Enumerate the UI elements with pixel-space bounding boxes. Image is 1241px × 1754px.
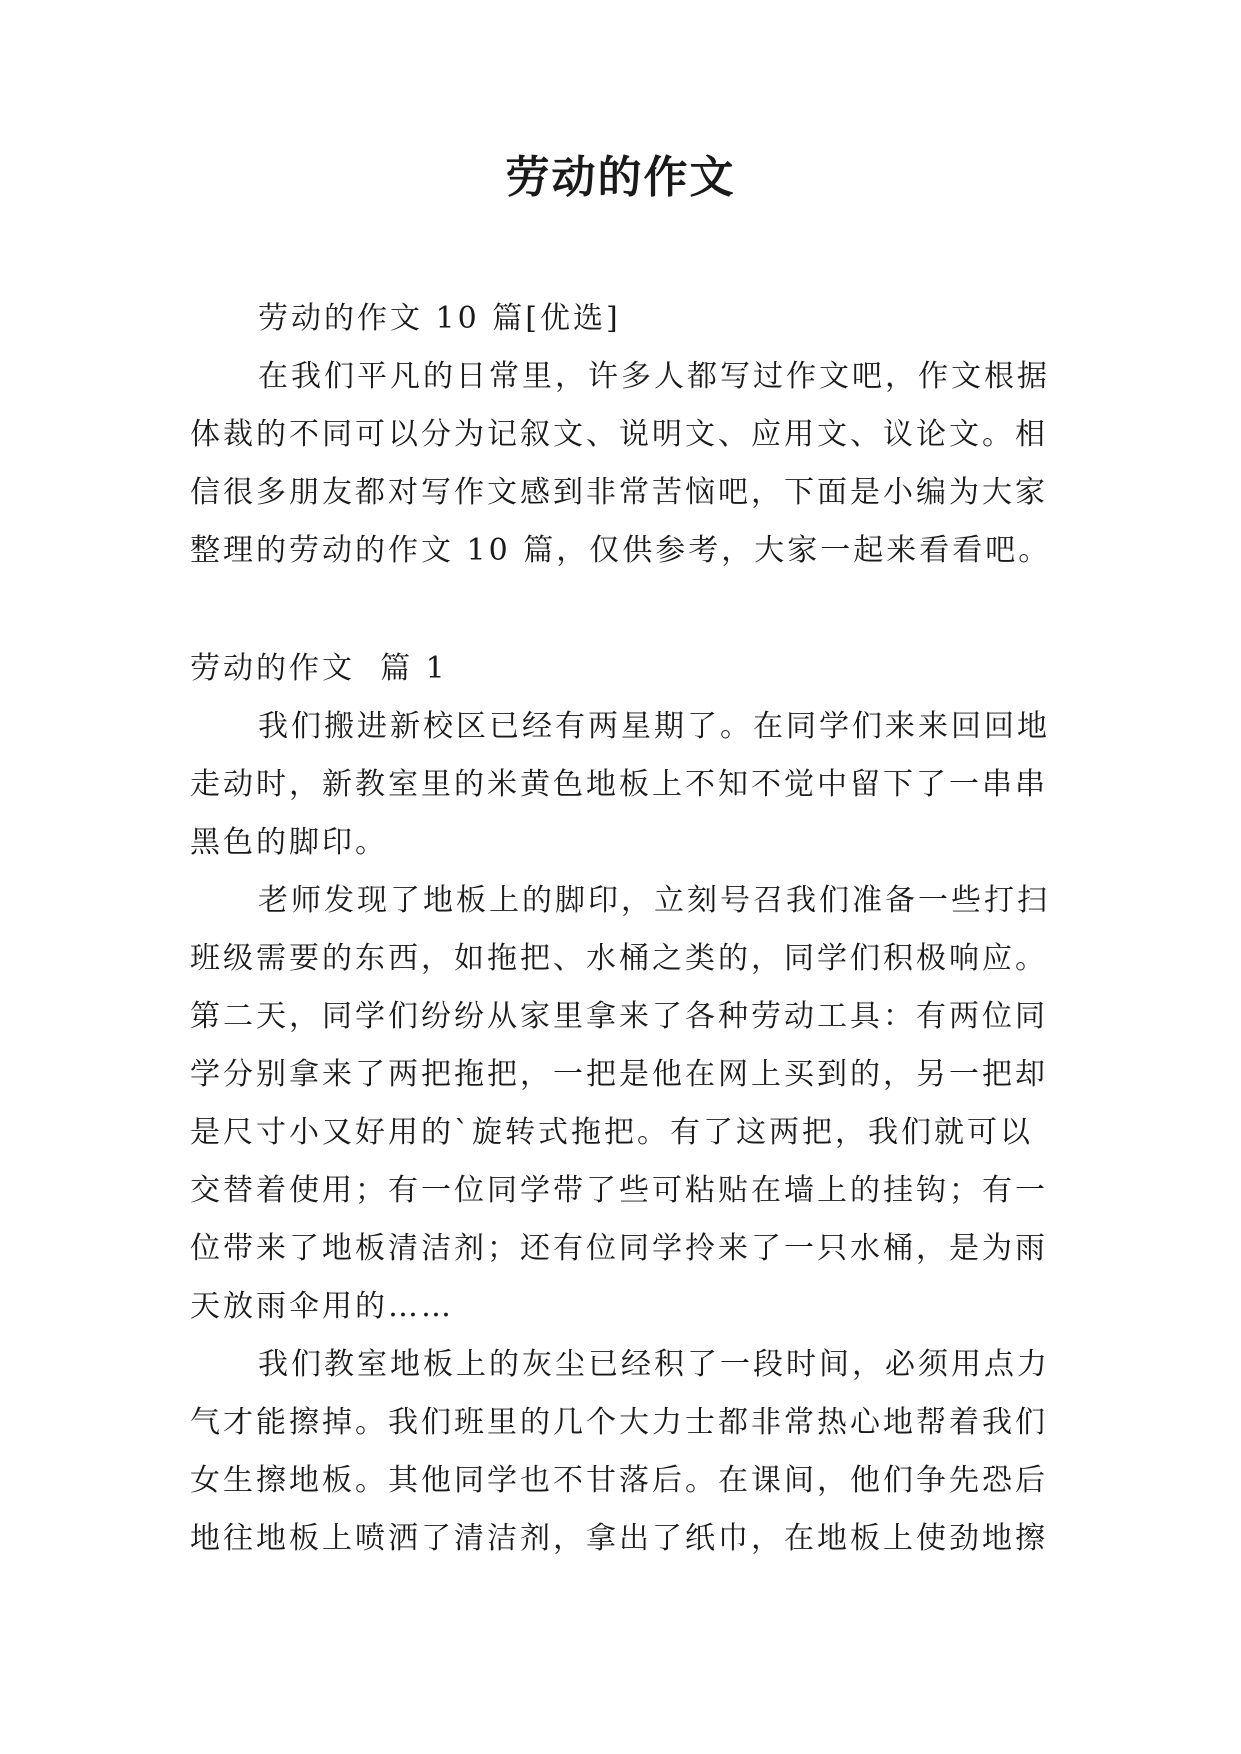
intro-line: 体裁的不同可以分为记叙文、说明文、应用文、议论文。相 xyxy=(190,417,1048,452)
section-heading: 劳动的作文 篇 1 xyxy=(190,651,448,686)
paragraph-line: 走动时，新教室里的米黄色地板上不知不觉中留下了一串串 xyxy=(190,767,1048,802)
paragraph-line: 天放雨伞用的…… xyxy=(190,1289,454,1324)
paragraph-line: 我们教室地板上的灰尘已经积了一段时间，必须用点力 xyxy=(258,1347,1050,1382)
paragraph-line: 地往地板上喷洒了清洁剂，拿出了纸巾，在地板上使劲地擦 xyxy=(190,1521,1048,1556)
paragraph-line: 气才能擦掉。我们班里的几个大力士都非常热心地帮着我们 xyxy=(190,1405,1048,1440)
paragraph-line: 交替着使用；有一位同学带了些可粘贴在墙上的挂钩；有一 xyxy=(190,1173,1048,1208)
intro-line: 信很多朋友都对写作文感到非常苦恼吧，下面是小编为大家 xyxy=(190,475,1048,510)
intro-block xyxy=(190,290,1060,580)
intro-line: 整理的劳动的作文 10 篇，仅供参考，大家一起来看看吧。 xyxy=(190,533,1052,568)
paragraph-line: 黑色的脚印。 xyxy=(190,825,388,860)
paragraph-line: 我们搬进新校区已经有两星期了。在同学们来来回回地 xyxy=(258,709,1050,744)
paragraph-line: 第二天，同学们纷纷从家里拿来了各种劳动工具：有两位同 xyxy=(190,999,1048,1034)
document-subtitle: 劳动的作文 10 篇[优选] xyxy=(258,301,621,336)
paragraph-line: 位带来了地板清洁剂；还有位同学拎来了一只水桶，是为雨 xyxy=(190,1231,1048,1266)
paragraph-line: 是尺寸小又好用的`旋转式拖把。有了这两把，我们就可以 xyxy=(190,1115,1033,1150)
intro-line: 在我们平凡的日常里，许多人都写过作文吧，作文根据 xyxy=(258,359,1050,394)
paragraph-line: 女生擦地板。其他同学也不甘落后。在课间，他们争先恐后 xyxy=(190,1463,1048,1498)
section-block xyxy=(190,640,1060,1568)
paragraph-line: 学分别拿来了两把拖把，一把是他在网上买到的，另一把却 xyxy=(190,1057,1048,1092)
document-title: 劳动的作文 xyxy=(505,152,736,203)
paragraph-line: 班级需要的东西，如拖把、水桶之类的，同学们积极响应。 xyxy=(190,941,1048,976)
paragraph-line: 老师发现了地板上的脚印，立刻号召我们准备一些打扫 xyxy=(258,883,1050,918)
